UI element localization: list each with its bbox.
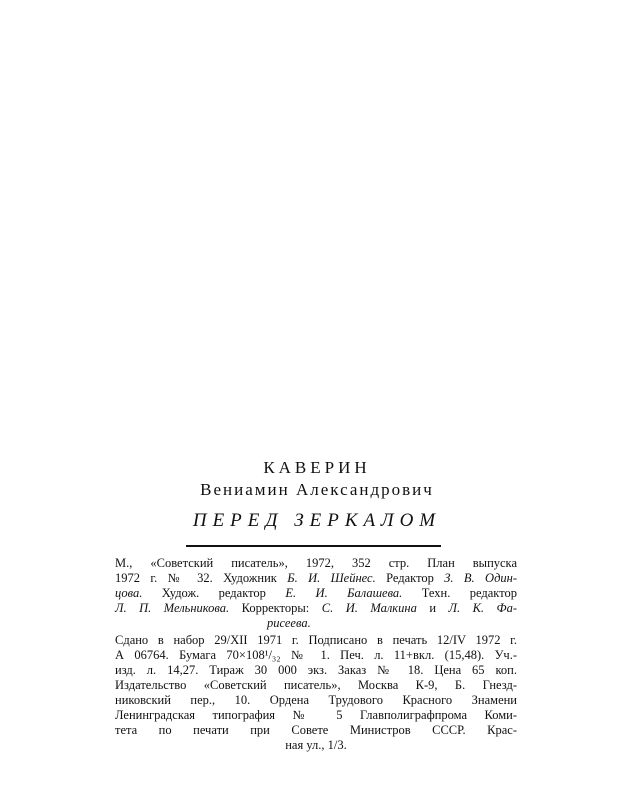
imprint-text: Худож. редактор [142, 586, 286, 600]
imprint-line: А 06764. Бумага 70×108¹/₃₂ № 1. Печ. л. 11+вкл. (15,48). Уч.- [115, 648, 517, 662]
imprint-text: Корректоры: [229, 601, 322, 615]
imprint-text: и [416, 601, 449, 615]
imprint-line [115, 601, 517, 616]
imprint-text: 1972 г. № 32. Художник [115, 571, 288, 585]
imprint-line: изд. л. 14,27. Тираж 30 000 экз. Заказ № 18. Цена 65 коп. [115, 663, 517, 677]
imprint-line: ная ул., 1/3. [285, 738, 347, 752]
imprint-line: М., «Советский писатель», 1972, 352 стр. План выпуска [115, 556, 517, 570]
imprint-line [115, 571, 517, 586]
author-full-name: Вениамин Александрович [200, 480, 434, 499]
book-title: ПЕРЕД ЗЕРКАЛОМ [192, 510, 442, 531]
imprint-line [115, 586, 517, 601]
imprint-block [115, 556, 517, 753]
imprint-text: Техн. редактор [402, 586, 517, 600]
artist-name: Б. И. Шейнес. [287, 571, 376, 585]
proofreader-name: Л. К. Фа- [448, 601, 517, 615]
imprint-line: никовский пер., 10. Ордена Трудового Красного Знамени [115, 693, 517, 707]
imprint-line: тета по печати при Совете Министров СССР. Крас- [115, 723, 517, 737]
imprint-line: Издательство «Советский писатель», Москва К-9, Б. Гнезд- [115, 678, 517, 692]
title-underline [186, 545, 441, 547]
imprint-line: рисеева. [267, 616, 311, 630]
proofreader-name: С. И. Малкина [321, 601, 417, 615]
author-surname: КАВЕРИН [263, 458, 371, 477]
tech-editor-name: Л. П. Мельникова. [115, 601, 230, 615]
art-editor-name: Е. И. Балашева. [285, 586, 403, 600]
imprint-line: Сдано в набор 29/XII 1971 г. Подписано в печать 12/IV 1972 г. [115, 633, 517, 647]
imprint-line: Ленинградская типография № 5 Главполиграфпрома Коми- [115, 708, 517, 722]
imprint-text: Редактор [375, 571, 445, 585]
editor-name: З. В. Один- [444, 571, 517, 585]
editor-name-end: цова. [115, 586, 143, 600]
